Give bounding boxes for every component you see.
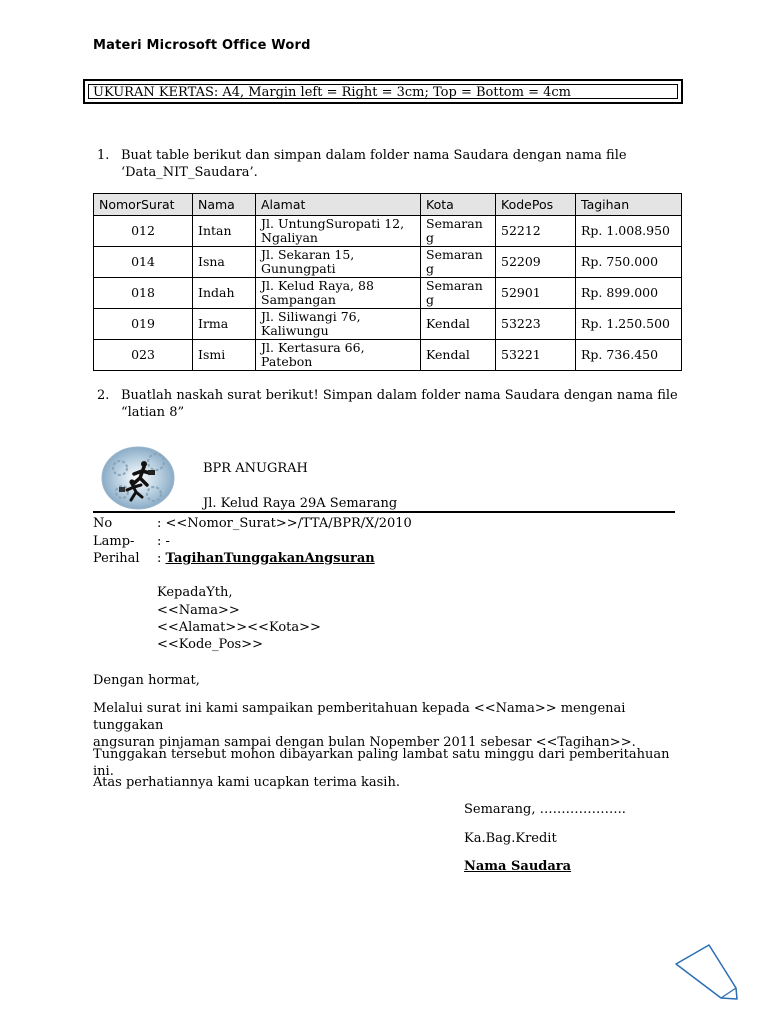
- table-row: [94, 309, 682, 340]
- cell-kodepos: 53223: [496, 309, 576, 340]
- body-paragraph-1: Melalui surat ini kami sampaikan pemberitahuan kepada <<Nama>> mengenai tunggakan angsuran pinjaman sampai dengan bulan Nopember 2011 sebesar <<Tagihan>>.: [93, 701, 636, 750]
- task-1-number: 1.: [97, 148, 110, 163]
- salutation: Dengan hormat,: [93, 673, 200, 688]
- meta-label-no: No: [93, 516, 113, 531]
- recipient-greeting: KepadaYth,: [157, 585, 233, 600]
- company-name: BPR ANUGRAH: [203, 461, 308, 476]
- cell-tagihan: Rp. 1.008.950: [576, 216, 682, 247]
- cell-nama: Isna: [193, 247, 256, 278]
- header-kota: Kota: [421, 194, 496, 216]
- cell-alamat: Jl. Sekaran 15, Gunungpati: [256, 247, 421, 278]
- meta-label-perihal: Perihal: [93, 551, 140, 566]
- table-row: [94, 216, 682, 247]
- company-address: Jl. Kelud Raya 29A Semarang: [203, 496, 398, 511]
- cell-nomor: 012: [94, 216, 193, 247]
- cell-alamat: Jl. Siliwangi 76, Kaliwungu: [256, 309, 421, 340]
- meta-value-perihal: : TagihanTunggakanAngsuran: [157, 551, 375, 566]
- header-nama: Nama: [193, 194, 256, 216]
- header-alamat: Alamat: [256, 194, 421, 216]
- body-paragraph-3: Atas perhatiannya kami ucapkan terima kasih.: [93, 775, 400, 790]
- cell-nomor: 018: [94, 278, 193, 309]
- table-row: [94, 247, 682, 278]
- cell-nomor: 019: [94, 309, 193, 340]
- task-2-line1: Buatlah naskah surat berikut! Simpan dalam folder nama Saudara dengan nama file: [121, 388, 678, 403]
- company-logo-icon: [100, 440, 178, 512]
- meta-value-no: : <<Nomor_Surat>>/TTA/BPR/X/2010: [157, 516, 412, 531]
- table-row: [94, 278, 682, 309]
- header-kodepos: KodePos: [496, 194, 576, 216]
- header-divider: [93, 511, 675, 513]
- cell-nomor: 014: [94, 247, 193, 278]
- header-tagihan: Tagihan: [576, 194, 682, 216]
- meta-value-lamp: : -: [157, 534, 170, 549]
- paper-size-text: UKURAN KERTAS: A4, Margin left = Right = 3cm; Top = Bottom = 4cm: [93, 85, 571, 100]
- task-1-line1: Buat table berikut dan simpan dalam folder nama Saudara dengan nama file: [121, 148, 627, 163]
- cell-tagihan: Rp. 899.000: [576, 278, 682, 309]
- data-table: [93, 193, 682, 371]
- cell-nomor: 023: [94, 340, 193, 371]
- meta-label-lamp: Lamp-: [93, 534, 135, 549]
- cell-kota: Semaran g: [421, 278, 496, 309]
- signer-name: Nama Saudara: [464, 859, 572, 874]
- cell-nama: Irma: [193, 309, 256, 340]
- page-corner-pencil-icon: [673, 942, 743, 1002]
- cell-kodepos: 52209: [496, 247, 576, 278]
- task-2-number: 2.: [97, 388, 110, 403]
- table-header-row: [94, 194, 682, 216]
- recipient-name: <<Nama>>: [157, 603, 240, 618]
- cell-kota: Kendal: [421, 309, 496, 340]
- cell-alamat: Jl. Kertasura 66, Patebon: [256, 340, 421, 371]
- cell-kota: Semaran g: [421, 247, 496, 278]
- signer-position: Ka.Bag.Kredit: [464, 831, 557, 846]
- cell-tagihan: Rp. 736.450: [576, 340, 682, 371]
- cell-kota: Kendal: [421, 340, 496, 371]
- cell-kodepos: 52212: [496, 216, 576, 247]
- cell-tagihan: Rp. 1.250.500: [576, 309, 682, 340]
- task-1-line2: ‘Data_NIT_Saudara’.: [121, 165, 258, 180]
- header-nomorsurat: NomorSurat: [94, 194, 193, 216]
- recipient-postal-code: <<Kode_Pos>>: [157, 637, 263, 652]
- cell-tagihan: Rp. 750.000: [576, 247, 682, 278]
- table-row: [94, 340, 682, 371]
- body-paragraph-2: Tunggakan tersebut mohon dibayarkan paling lambat satu minggu dari pemberitahuan ini.: [93, 747, 670, 779]
- task-2-line2: “latian 8”: [121, 405, 185, 420]
- cell-nama: Ismi: [193, 340, 256, 371]
- cell-kodepos: 52901: [496, 278, 576, 309]
- cell-nama: Intan: [193, 216, 256, 247]
- document-title: Materi Microsoft Office Word: [93, 38, 311, 53]
- cell-alamat: Jl. Kelud Raya, 88 Sampangan: [256, 278, 421, 309]
- cell-alamat: Jl. UntungSuropati 12, Ngaliyan: [256, 216, 421, 247]
- recipient-address: <<Alamat>><<Kota>>: [157, 620, 321, 635]
- cell-kodepos: 53221: [496, 340, 576, 371]
- place-date: Semarang, ………………..: [464, 802, 626, 817]
- cell-kota: Semaran g: [421, 216, 496, 247]
- cell-nama: Indah: [193, 278, 256, 309]
